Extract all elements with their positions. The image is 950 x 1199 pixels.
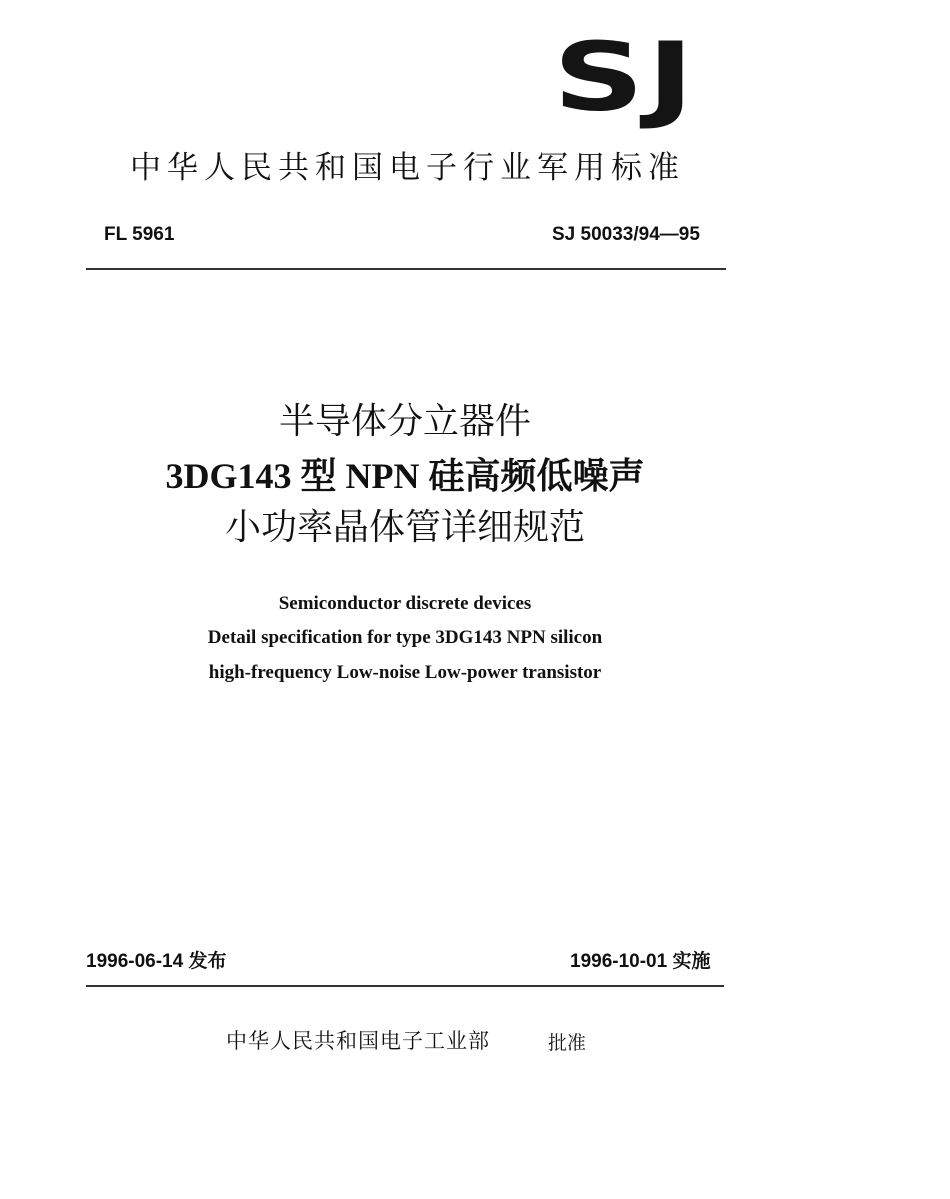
header-divider: [86, 268, 726, 270]
english-title-line-3: high-frequency Low-noise Low-power transistor: [208, 662, 602, 683]
english-title-line-2: Detail specification for type 3DG143 NPN silicon: [207, 627, 603, 648]
footer-divider: [86, 985, 724, 987]
approving-authority: 中华人民共和国电子工业部: [226, 1029, 490, 1053]
standard-name: 中华人民共和国电子行业军用标准: [130, 150, 685, 186]
chinese-title-line-3: 小功率晶体管详细规范: [224, 507, 585, 548]
sj-standard-code: SJ 50033/94—95: [552, 224, 700, 245]
approve-label: 批准: [548, 1032, 587, 1054]
fl-code: FL 5961: [104, 224, 175, 245]
issue-date: 1996-06-14 发布: [86, 951, 227, 972]
chinese-title-line-2: 3DG143 型 NPN 硅高频低噪声: [165, 456, 645, 496]
english-title-line-1: Semiconductor discrete devices: [278, 593, 532, 614]
sj-logo: SJ: [553, 22, 697, 132]
effective-date: 1996-10-01 实施: [570, 951, 711, 972]
chinese-title-line-1: 半导体分立器件: [278, 401, 531, 442]
